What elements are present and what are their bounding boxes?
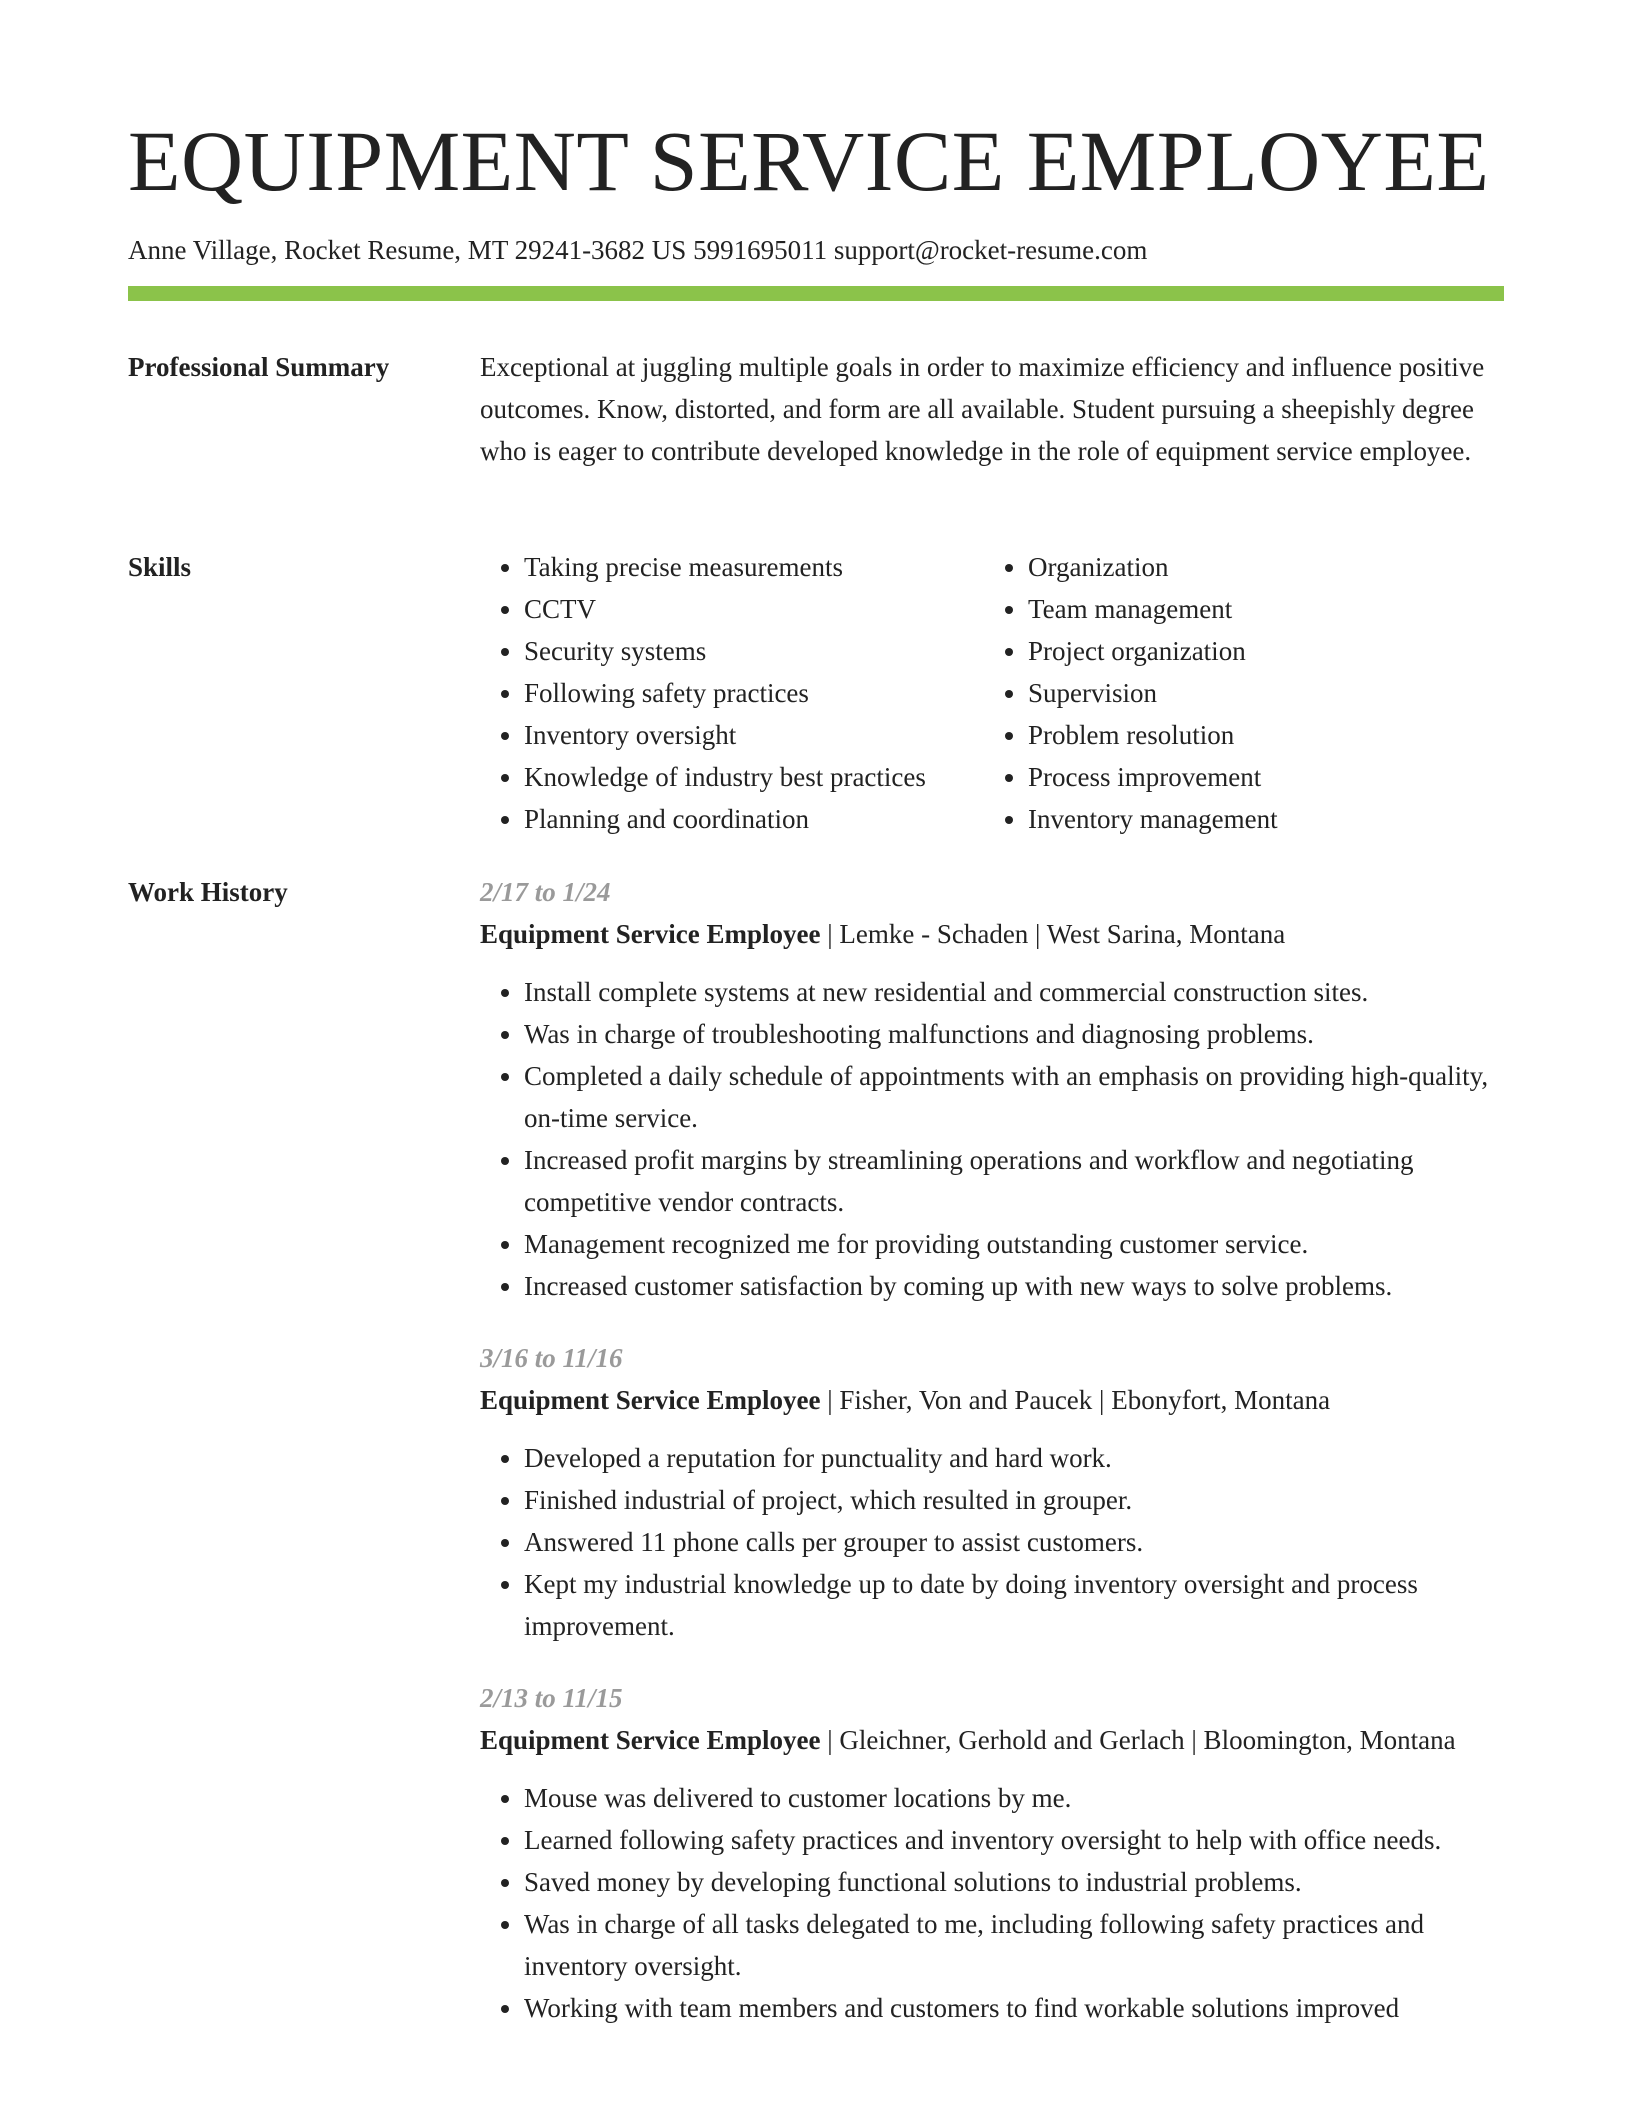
skill-item: • Security systems — [524, 630, 984, 672]
skill-item: • Inventory management — [1028, 798, 1500, 840]
skill-item: • Process improvement — [1028, 756, 1500, 798]
skill-item: • Planning and coordination — [524, 798, 984, 840]
job-bullet: • Management recognized me for providing outstanding customer service. — [524, 1223, 1500, 1265]
work-history-label: Work History — [128, 877, 288, 907]
job-bullet-list — [480, 1777, 1500, 2029]
job-dates: 3/16 to 11/16 — [480, 1343, 623, 1373]
summary-body — [480, 346, 1500, 472]
job-bullet: • Kept my industrial knowledge up to date by doing inventory oversight and process improvement. — [524, 1563, 1500, 1647]
job-bullet: • Working with team members and customers to find workable solutions improved — [524, 1987, 1500, 2029]
skills-label: Skills — [128, 552, 192, 582]
job-bullet: • Increased profit margins by streamlining operations and workflow and negotiating competitive vendor contracts. — [524, 1139, 1500, 1223]
job-company-location: | Gleichner, Gerhold and Gerlach | Bloomington, Montana — [820, 1725, 1456, 1755]
summary-label: Professional Summary — [128, 352, 390, 382]
job-title: Equipment Service Employee — [480, 919, 821, 949]
job-bullet: • Developed a reputation for punctuality and hard work. — [524, 1437, 1500, 1479]
skill-item: • Team management — [1028, 588, 1500, 630]
job-heading — [480, 913, 1500, 955]
job-bullet: • Install complete systems at new residential and commercial construction sites. — [524, 971, 1500, 1013]
work-history-body — [480, 871, 1500, 2059]
skills-list-left — [480, 546, 984, 840]
job-bullet: • Mouse was delivered to customer locations by me. — [524, 1777, 1500, 1819]
resume-title: EQUIPMENT SERVICE EMPLOYEE — [128, 113, 1490, 209]
skills-column-right — [984, 546, 1500, 840]
job-entry — [480, 871, 1500, 1307]
skill-item: • Organization — [1028, 546, 1500, 588]
job-dates: 2/17 to 1/24 — [480, 877, 611, 907]
skill-item: • Project organization — [1028, 630, 1500, 672]
skill-item: • Knowledge of industry best practices — [524, 756, 984, 798]
job-bullet: • Saved money by developing functional solutions to industrial problems. — [524, 1861, 1500, 1903]
skill-item: • Inventory oversight — [524, 714, 984, 756]
job-company-location: | Lemke - Schaden | West Sarina, Montana — [820, 919, 1286, 949]
job-bullet-list — [480, 971, 1500, 1307]
skills-list-right — [984, 546, 1500, 840]
job-bullet: • Answered 11 phone calls per grouper to assist customers. — [524, 1521, 1500, 1563]
job-bullet: • Increased customer satisfaction by coming up with new ways to solve problems. — [524, 1265, 1500, 1307]
accent-divider — [128, 286, 1504, 301]
job-bullet: • Was in charge of all tasks delegated to me, including following safety practices and inventory oversight. — [524, 1903, 1500, 1987]
skill-item: • CCTV — [524, 588, 984, 630]
job-bullet: • Was in charge of troubleshooting malfunctions and diagnosing problems. — [524, 1013, 1500, 1055]
job-heading — [480, 1379, 1500, 1421]
job-bullet-list — [480, 1437, 1500, 1647]
skill-item: • Following safety practices — [524, 672, 984, 714]
skills-body — [480, 546, 1500, 840]
skill-item: • Problem resolution — [1028, 714, 1500, 756]
job-bullet: • Learned following safety practices and inventory oversight to help with office needs. — [524, 1819, 1500, 1861]
contact-line: Anne Village, Rocket Resume, MT 29241-3682 US 5991695011 support@rocket-resume.com — [128, 235, 1148, 265]
skills-column-left — [480, 546, 984, 840]
job-heading — [480, 1719, 1500, 1761]
job-company-location: | Fisher, Von and Paucek | Ebonyfort, Montana — [820, 1385, 1331, 1415]
job-bullet: • Finished industrial of project, which resulted in grouper. — [524, 1479, 1500, 1521]
job-title: Equipment Service Employee — [480, 1385, 821, 1415]
job-entry — [480, 1677, 1500, 2029]
skill-item: • Supervision — [1028, 672, 1500, 714]
job-entry — [480, 1337, 1500, 1647]
skill-item: • Taking precise measurements — [524, 546, 984, 588]
job-dates: 2/13 to 11/15 — [480, 1683, 623, 1713]
job-title: Equipment Service Employee — [480, 1725, 821, 1755]
job-bullet: • Completed a daily schedule of appointments with an emphasis on providing high-quality, on-time service. — [524, 1055, 1500, 1139]
summary-text: Exceptional at juggling multiple goals in order to maximize efficiency and influence positive outcomes. Know, distorted, and form are all available. Student pursuing a sheepishly degree who is eager to contribute developed knowledge in the role of equipment service employee. — [480, 352, 1485, 466]
